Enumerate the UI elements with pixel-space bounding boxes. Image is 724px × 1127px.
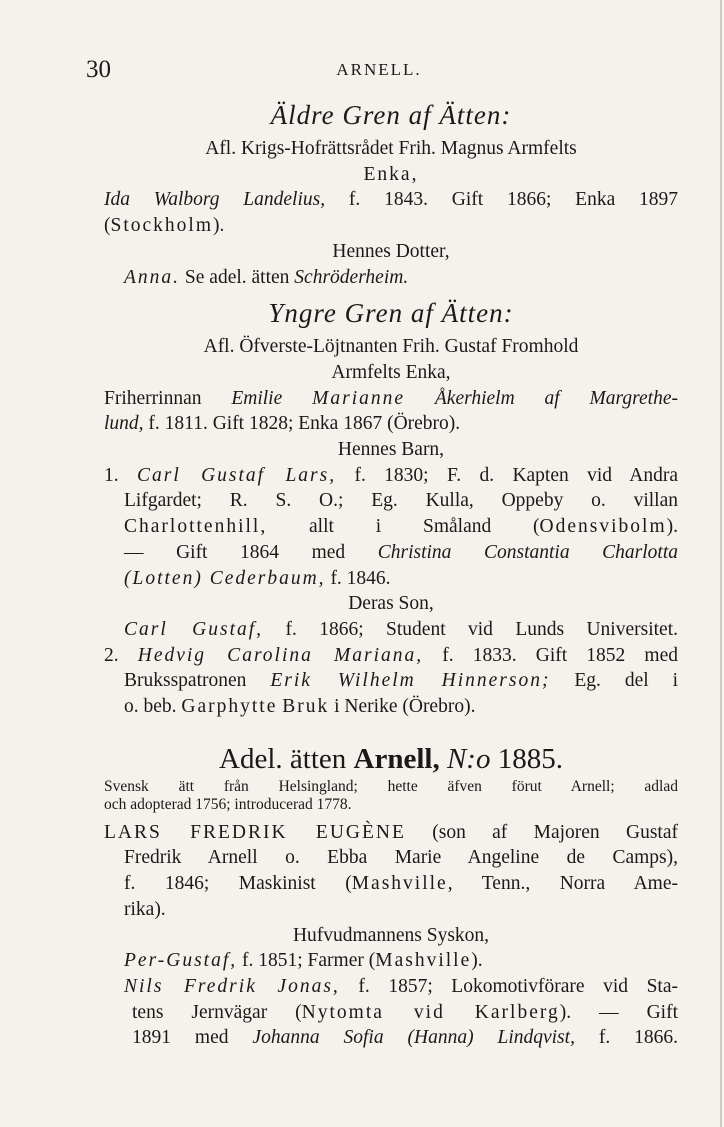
- son-heading: Deras Son,: [348, 593, 434, 615]
- child2-region: i Nerike (Örebro).: [334, 696, 476, 718]
- son-line: [104, 617, 678, 643]
- child1-name: Carl Gustaf Lars,: [136, 464, 337, 486]
- head-text-3c: , Tenn., Norra Ame-: [447, 873, 678, 895]
- child2-line-1: [104, 643, 678, 669]
- running-header: [86, 56, 672, 86]
- head-line-4: rika).: [124, 898, 166, 920]
- younger-deceased-line: Afl. Öfverste-Löjtnanten Frih. Gustaf Fromhold: [203, 336, 579, 358]
- older-widow-residence: (Stockholm).: [104, 215, 225, 237]
- child1-close: ).: [666, 516, 679, 538]
- widow-name-5: lund,: [104, 413, 144, 435]
- sib2-info-1: f. 1857; Lokomotivförare vid Sta-: [358, 975, 678, 997]
- younger-branch-heading: Yngre Gren af Ätten:: [268, 298, 514, 329]
- head-text-3a: f. 1846; Maskinist (: [124, 873, 352, 895]
- arnell-intro-1: Svensk ätt från Helsingland; hette äfven förut Arnell; adlad: [104, 777, 678, 795]
- head-name: LARS FREDRIK EUGÈNE: [104, 821, 406, 843]
- child2-estate: Garphytte: [181, 696, 278, 718]
- sib1-line: [104, 948, 678, 974]
- sib1-city: Mashville: [375, 950, 472, 972]
- child2-line-2: [104, 668, 678, 694]
- younger-widow-info-line: [104, 411, 678, 437]
- sib2-info-2a: tens Jernvägar (: [132, 1001, 302, 1023]
- older-deceased-line: Afl. Krigs-Hofrättsrådet Frih. Magnus Armfelts: [205, 138, 577, 159]
- arnell-heading: [104, 740, 678, 778]
- child2-text-1: f. 1833. Gift 1852 med: [442, 644, 678, 666]
- child1-estate: Charlottenhill,: [124, 516, 268, 538]
- child1-spouse-line: [104, 566, 678, 592]
- child1-marriage: — Gift 1864 med: [124, 541, 346, 563]
- widow-name-2: Marianne: [312, 387, 406, 409]
- child2-beb: o. beb.: [124, 696, 177, 718]
- sib2-place: Nytomta vid Karlberg: [301, 1001, 560, 1023]
- sib1-close: ).: [471, 950, 483, 972]
- widow-name-3: Åkerhielm: [434, 387, 515, 409]
- child2-line-3: [104, 694, 678, 720]
- running-title: ARNELL.: [336, 60, 422, 79]
- child2-name: Hedvig Carolina Mariana,: [137, 644, 424, 666]
- sib2-info-2c: ). — Gift: [559, 1001, 678, 1023]
- siblings-heading: Hufvudmannens Syskon,: [292, 924, 490, 946]
- older-branch-heading: Äldre Gren af Ätten:: [270, 100, 512, 130]
- head-text-1: (son af Majoren Gustaf: [432, 821, 678, 843]
- younger-widow-line: [104, 386, 678, 412]
- sib1-info: f. 1851; Farmer (: [242, 950, 376, 972]
- arnell-intro-2: och adopterad 1756; introducerad 1778.: [104, 795, 352, 813]
- younger-widow-info: f. 1811. Gift 1828; Enka 1867 (Örebro).: [148, 413, 461, 435]
- arnell-heading-name: Arnell,: [353, 742, 440, 775]
- sib2-name: Nils Fredrik Jonas,: [124, 975, 340, 997]
- child2-number: 2.: [104, 644, 119, 666]
- child1-marriage-line: [104, 540, 678, 566]
- son-info: f. 1866; Student vid Lunds Universitet.: [285, 618, 678, 640]
- sib2-line-3: [104, 1025, 678, 1051]
- child1-line-2: Lifgardet; R. S. O.; Eg. Kulla, Oppeby o. villan: [124, 490, 678, 512]
- arnell-heading-year: 1885.: [497, 742, 563, 775]
- page-edge: [720, 0, 722, 1127]
- sib2-spouse: Johanna Sofia (Hanna) Lindqvist,: [252, 1027, 575, 1049]
- sib2-spouse-info: f. 1866.: [598, 1027, 679, 1049]
- older-daughter-text: Se adel. ätten: [184, 266, 290, 288]
- older-residence-word: Stockholm: [110, 215, 214, 237]
- older-daughter-heading: Hennes Dotter,: [332, 240, 450, 262]
- sib2-line-2: [104, 1000, 678, 1026]
- older-daughter-line: [104, 265, 678, 291]
- child1-text-1: f. 1830; F. d. Kapten vid Andra: [354, 464, 679, 486]
- child2-text-2: Bruksspatronen: [124, 670, 247, 692]
- older-daughter-ref: Schröderheim.: [294, 266, 409, 288]
- arnell-heading-no: N:o: [446, 742, 491, 775]
- widow-name-4: af Margrethe-: [544, 387, 678, 409]
- head-line-2: Fredrik Arnell o. Ebba Marie Angeline de Camps),: [124, 847, 678, 869]
- widow-name-1: Emilie: [231, 387, 283, 409]
- younger-deceased-line-2: Armfelts Enka,: [331, 361, 451, 383]
- older-widow-name: Ida Walborg Landelius,: [104, 189, 326, 211]
- widow-prefix: Friherrinnan: [104, 387, 202, 409]
- sib2-line-1: [104, 974, 678, 1000]
- page-text: [104, 98, 678, 1051]
- child1-number: 1.: [104, 464, 119, 486]
- child1-spouse-info: f. 1846.: [330, 567, 391, 589]
- page-number: 30: [86, 56, 111, 83]
- son-name: Carl Gustaf,: [124, 618, 264, 640]
- child1-place: Odensvibolm: [539, 516, 667, 538]
- older-daughter-name: Anna.: [124, 266, 181, 288]
- child1-spouse-2: (Lotten) Cederbaum,: [124, 567, 326, 589]
- older-widow-word: Enka,: [363, 163, 419, 185]
- head-line-1: [104, 820, 678, 846]
- child2-bruk: Bruk: [282, 696, 330, 718]
- head-line-3: [104, 871, 678, 897]
- older-widow-line: [104, 187, 678, 213]
- child1-line-1: [104, 463, 678, 489]
- child1-spouse: Christina Constantia Charlotta: [377, 541, 678, 563]
- younger-children-heading: Hennes Barn,: [337, 439, 445, 461]
- child1-line-3: [104, 514, 678, 540]
- sib1-name: Per-Gustaf,: [124, 950, 238, 972]
- sib2-info-3a: 1891 med: [132, 1027, 229, 1049]
- child2-text-3: Eg. del i: [574, 670, 679, 692]
- arnell-heading-pre: Adel. ätten: [219, 742, 347, 775]
- child1-region: allt i Småland (: [309, 516, 540, 538]
- head-city: Mashville: [351, 873, 448, 895]
- older-widow-info: f. 1843. Gift 1866; Enka 1897: [348, 189, 679, 211]
- child2-spouse: Erik Wilhelm Hinnerson;: [270, 670, 551, 692]
